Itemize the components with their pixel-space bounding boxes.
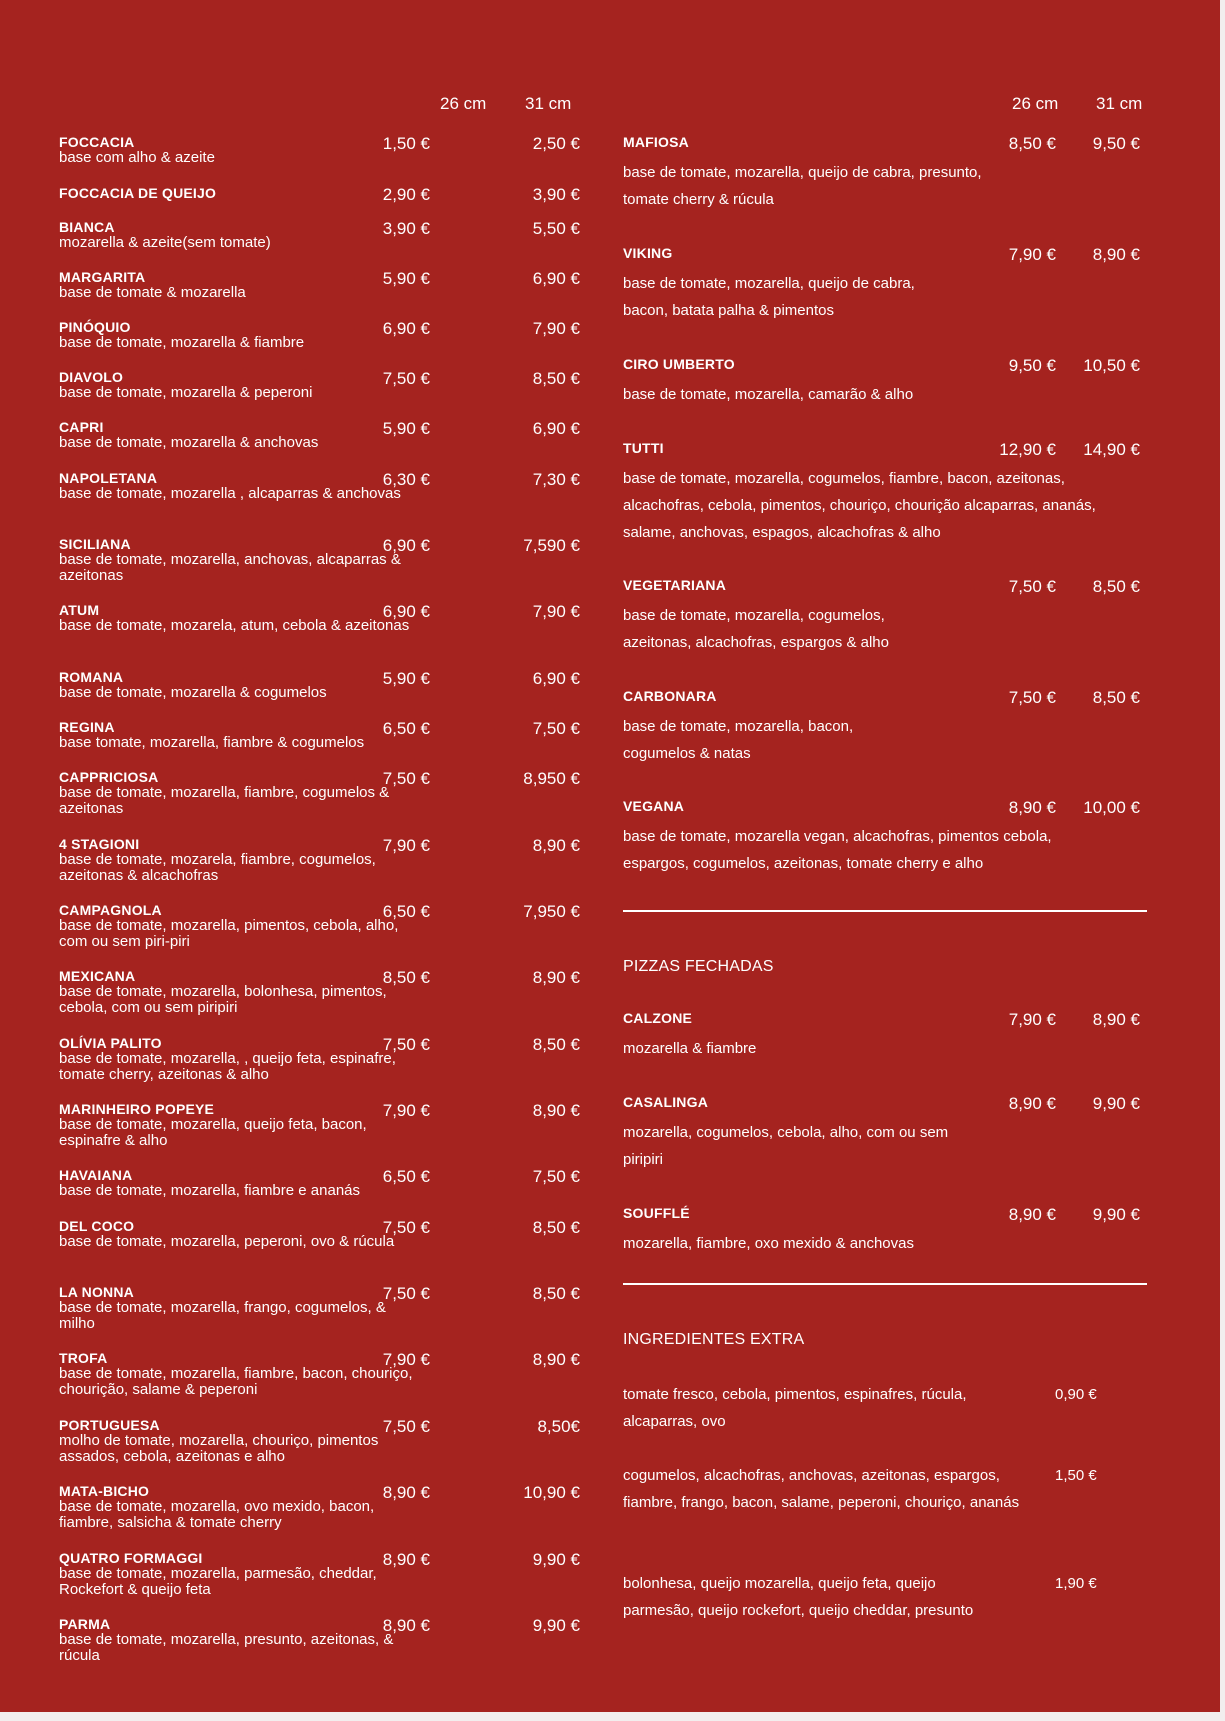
menu-item bbox=[59, 369, 580, 417]
menu-item bbox=[59, 185, 580, 217]
menu-item bbox=[59, 134, 580, 183]
price-31cm: 6,90 € bbox=[532, 669, 580, 688]
item-name: CARBONARA bbox=[623, 688, 717, 704]
menu-item bbox=[59, 1284, 580, 1348]
item-description: base de tomate, mozarella, parmesão, cheddar, Rockefort & queijo feta bbox=[59, 1565, 377, 1598]
price-31cm: 9,90 € bbox=[1092, 1094, 1140, 1113]
item-description: base de tomate, mozarella, bacon, cogumelos & natas bbox=[623, 718, 854, 762]
price-31cm: 7,50 € bbox=[532, 1167, 580, 1186]
price-31cm: 8,90 € bbox=[532, 968, 580, 987]
item-description: base tomate, mozarella, fiambre & cogumelos bbox=[59, 734, 365, 751]
price-31cm: 9,90 € bbox=[1092, 1205, 1140, 1224]
menu-item bbox=[59, 769, 580, 834]
menu-item bbox=[59, 602, 580, 667]
item-name: VEGANA bbox=[623, 798, 685, 814]
item-description: base de tomate, mozarella, pimentos, cebola, alho, com ou sem piri-piri bbox=[59, 917, 399, 950]
price-26cm: 9,50 € bbox=[1008, 356, 1056, 375]
item-name: CAPRI bbox=[59, 419, 104, 435]
item-name: FOCCACIA bbox=[59, 134, 135, 150]
item-name: TROFA bbox=[59, 1350, 108, 1366]
menu-item bbox=[623, 688, 1148, 795]
item-description: base de tomate, mozarella, queijo feta, bacon, espinafre & alho bbox=[59, 1116, 367, 1149]
price-31cm: 8,50 € bbox=[532, 1035, 580, 1054]
item-name: VIKING bbox=[623, 245, 673, 261]
item-description: base de tomate, mozarella, frango, cogumelos, & milho bbox=[59, 1299, 386, 1332]
price-26cm: 8,50 € bbox=[382, 968, 430, 987]
menu-item bbox=[623, 134, 1148, 242]
size-small-label: 26 cm bbox=[440, 94, 487, 113]
price-31cm: 8,50 € bbox=[1092, 577, 1140, 596]
item-name: PORTUGUESA bbox=[59, 1417, 160, 1433]
extra-group bbox=[623, 1381, 1148, 1462]
extra-price: 0,90 € bbox=[1055, 1386, 1097, 1403]
item-name: CALZONE bbox=[623, 1010, 693, 1026]
price-26cm: 7,90 € bbox=[382, 836, 430, 855]
item-name: HAVAIANA bbox=[59, 1167, 133, 1183]
item-description: base de tomate, mozarella, fiambre, cogumelos & azeitonas bbox=[59, 784, 390, 817]
menu-item bbox=[59, 470, 580, 534]
menu-item bbox=[59, 269, 580, 317]
item-description: base de tomate, mozarella, queijo de cabra, presunto, tomate cherry & rúcula bbox=[623, 164, 982, 208]
price-26cm: 8,90 € bbox=[382, 1483, 430, 1502]
price-26cm: 6,50 € bbox=[382, 1167, 430, 1186]
price-26cm: 8,90 € bbox=[1008, 1205, 1056, 1224]
price-26cm: 3,90 € bbox=[382, 219, 430, 238]
size-small-label: 26 cm bbox=[1012, 94, 1059, 113]
menu-item bbox=[59, 836, 580, 900]
item-name: DEL COCO bbox=[59, 1218, 135, 1234]
price-26cm: 7,50 € bbox=[1008, 688, 1056, 707]
item-description: base de tomate, mozarella, ovo mexido, bacon, fiambre, salsicha & tomate cherry bbox=[59, 1498, 375, 1531]
price-31cm: 9,90 € bbox=[532, 1616, 580, 1635]
item-name: TUTTI bbox=[623, 440, 664, 456]
price-31cm: 8,90 € bbox=[1092, 245, 1140, 264]
menu-item bbox=[59, 719, 580, 767]
item-description: mozarella, cogumelos, cebola, alho, com ou sem piripiri bbox=[623, 1124, 949, 1168]
menu-item bbox=[59, 968, 580, 1033]
item-name: SICILIANA bbox=[59, 536, 131, 552]
menu-item bbox=[59, 319, 580, 367]
price-31cm: 8,50 € bbox=[532, 1218, 580, 1237]
price-26cm: 6,30 € bbox=[382, 470, 430, 489]
size-header bbox=[623, 94, 1148, 118]
price-31cm: 10,00 € bbox=[1083, 798, 1140, 817]
item-name: OLÍVIA PALITO bbox=[59, 1035, 162, 1051]
price-31cm: 8,90 € bbox=[532, 1101, 580, 1120]
price-26cm: 7,90 € bbox=[1008, 1010, 1056, 1029]
item-description: molho de tomate, mozarella, chouriço, pimentos assados, cebola, azeitonas e alho bbox=[59, 1432, 379, 1465]
price-31cm: 8,50 € bbox=[1092, 688, 1140, 707]
item-description: mozarella & fiambre bbox=[623, 1040, 757, 1057]
menu-item bbox=[59, 669, 580, 717]
item-description: base de tomate, mozarella , alcaparras & anchovas bbox=[59, 485, 401, 502]
price-26cm: 7,90 € bbox=[382, 1101, 430, 1120]
price-31cm: 8,90 € bbox=[1092, 1010, 1140, 1029]
item-description: base de tomate, mozarella, presunto, azeitonas, & rúcula bbox=[59, 1631, 394, 1664]
price-31cm: 8,90 € bbox=[532, 1350, 580, 1369]
price-31cm: 7,950 € bbox=[523, 902, 580, 921]
item-description: base de tomate, mozarella & peperoni bbox=[59, 384, 313, 401]
price-26cm: 12,90 € bbox=[999, 440, 1056, 459]
price-31cm: 8,50€ bbox=[537, 1417, 580, 1436]
item-name: NAPOLETANA bbox=[59, 470, 158, 486]
price-26cm: 8,50 € bbox=[1008, 134, 1056, 153]
price-31cm: 7,590 € bbox=[523, 536, 580, 555]
menu-item bbox=[59, 1483, 580, 1548]
menu-item bbox=[59, 1417, 580, 1481]
menu-item bbox=[59, 902, 580, 966]
menu-item bbox=[59, 1167, 580, 1216]
price-31cm: 5,50 € bbox=[532, 219, 580, 238]
menu-item bbox=[59, 1101, 580, 1165]
price-26cm: 7,50 € bbox=[382, 1417, 430, 1436]
item-name: CIRO UMBERTO bbox=[623, 356, 735, 372]
extras-title: INGREDIENTES EXTRA bbox=[623, 1331, 805, 1348]
item-description: base de tomate, mozarela, atum, cebola & azeitonas bbox=[59, 617, 410, 634]
item-name: BIANCA bbox=[59, 219, 115, 235]
price-26cm: 6,90 € bbox=[382, 319, 430, 338]
menu-item bbox=[59, 1616, 580, 1676]
item-name: MARINHEIRO POPEYE bbox=[59, 1101, 215, 1117]
item-description: base de tomate, mozarella, fiambre, bacon, chouriço, chourição, salame & peperoni bbox=[59, 1365, 413, 1398]
section-divider bbox=[623, 1283, 1147, 1285]
menu-item bbox=[623, 356, 1148, 437]
item-name: ROMANA bbox=[59, 669, 124, 685]
price-31cm: 9,90 € bbox=[532, 1550, 580, 1569]
item-name: MATA-BICHO bbox=[59, 1483, 150, 1499]
size-large-label: 31 cm bbox=[1096, 94, 1143, 113]
price-31cm: 7,90 € bbox=[532, 602, 580, 621]
extra-ingredients: tomate fresco, cebola, pimentos, espinafres, rúcula, alcaparras, ovo bbox=[623, 1386, 967, 1430]
item-name: MEXICANA bbox=[59, 968, 136, 984]
extra-group bbox=[623, 1462, 1148, 1570]
price-31cm: 6,90 € bbox=[532, 269, 580, 288]
item-description: mozarella & azeite(sem tomate) bbox=[59, 234, 271, 251]
menu-item bbox=[623, 1205, 1148, 1283]
menu-item bbox=[59, 1218, 580, 1282]
price-31cm: 8,50 € bbox=[532, 1284, 580, 1303]
item-name: ATUM bbox=[59, 602, 100, 618]
price-31cm: 3,90 € bbox=[532, 185, 580, 204]
price-31cm: 9,50 € bbox=[1092, 134, 1140, 153]
price-26cm: 6,90 € bbox=[382, 536, 430, 555]
extra-ingredients: bolonhesa, queijo mozarella, queijo feta, queijo parmesão, queijo rockefort, queijo cheddar, presunto bbox=[623, 1575, 974, 1619]
price-26cm: 8,90 € bbox=[382, 1550, 430, 1569]
price-26cm: 6,50 € bbox=[382, 719, 430, 738]
price-26cm: 7,50 € bbox=[382, 369, 430, 388]
item-description: base com alho & azeite bbox=[59, 149, 215, 166]
price-26cm: 8,90 € bbox=[1008, 1094, 1056, 1113]
extra-ingredients: cogumelos, alcachofras, anchovas, azeitonas, espargos, fiambre, frango, bacon, salame, peperoni, chouriço, ananás bbox=[623, 1467, 1020, 1511]
price-26cm: 7,50 € bbox=[382, 769, 430, 788]
closed-pizzas-title: PIZZAS FECHADAS bbox=[623, 958, 774, 975]
price-26cm: 5,90 € bbox=[382, 669, 430, 688]
size-large-label: 31 cm bbox=[525, 94, 572, 113]
item-description: base de tomate, mozarella, anchovas, alcaparras & azeitonas bbox=[59, 551, 401, 584]
item-name: REGINA bbox=[59, 719, 115, 735]
item-name: LA NONNA bbox=[59, 1284, 134, 1300]
menu-item bbox=[59, 219, 580, 267]
price-31cm: 14,90 € bbox=[1083, 440, 1140, 459]
left-column bbox=[59, 94, 580, 1676]
price-26cm: 6,50 € bbox=[382, 902, 430, 921]
price-31cm: 6,90 € bbox=[532, 419, 580, 438]
price-31cm: 10,50 € bbox=[1083, 356, 1140, 375]
item-name: CASALINGA bbox=[623, 1094, 709, 1110]
extra-price: 1,50 € bbox=[1055, 1467, 1097, 1484]
menu-item bbox=[59, 1035, 580, 1099]
item-name: PARMA bbox=[59, 1616, 111, 1632]
menu-item bbox=[623, 798, 1148, 910]
price-26cm: 7,50 € bbox=[382, 1035, 430, 1054]
price-26cm: 1,50 € bbox=[382, 134, 430, 153]
item-description: mozarella, fiambre, oxo mexido & anchovas bbox=[623, 1235, 914, 1252]
price-26cm: 5,90 € bbox=[382, 419, 430, 438]
menu-item bbox=[59, 419, 580, 468]
right-column bbox=[623, 94, 1148, 1630]
item-name: DIAVOLO bbox=[59, 369, 124, 385]
extra-price: 1,90 € bbox=[1055, 1575, 1097, 1592]
menu-item bbox=[59, 1350, 580, 1415]
item-name: MARGARITA bbox=[59, 269, 146, 285]
price-31cm: 7,90 € bbox=[532, 319, 580, 338]
menu-item bbox=[623, 577, 1148, 685]
menu-item bbox=[623, 1010, 1148, 1091]
price-26cm: 8,90 € bbox=[382, 1616, 430, 1635]
price-31cm: 8,90 € bbox=[532, 836, 580, 855]
item-name: VEGETARIANA bbox=[623, 577, 727, 593]
price-31cm: 7,30 € bbox=[532, 470, 580, 489]
price-26cm: 6,90 € bbox=[382, 602, 430, 621]
size-header bbox=[59, 94, 580, 118]
item-name: CAPPRICIOSA bbox=[59, 769, 159, 785]
item-name: QUATRO FORMAGGI bbox=[59, 1550, 203, 1566]
section-divider bbox=[623, 910, 1147, 912]
price-31cm: 8,50 € bbox=[532, 369, 580, 388]
menu-item bbox=[623, 245, 1148, 353]
item-description: base de tomate & mozarella bbox=[59, 284, 246, 301]
menu-item bbox=[623, 1094, 1148, 1202]
price-26cm: 7,50 € bbox=[1008, 577, 1056, 596]
item-description: base de tomate, mozarella vegan, alcachofras, pimentos cebola, espargos, cogumelos, azeitonas, tomate cherry e alho bbox=[623, 828, 1052, 872]
menu-item bbox=[623, 440, 1148, 574]
item-name: FOCCACIA DE QUEIJO bbox=[59, 185, 217, 201]
price-26cm: 7,50 € bbox=[382, 1284, 430, 1303]
item-description: base de tomate, mozarella & fiambre bbox=[59, 334, 305, 351]
item-description: base de tomate, mozarella & cogumelos bbox=[59, 684, 327, 701]
price-26cm: 7,90 € bbox=[382, 1350, 430, 1369]
item-description: base de tomate, mozarella, camarão & alho bbox=[623, 386, 914, 403]
price-31cm: 8,950 € bbox=[523, 769, 580, 788]
item-description: base de tomate, mozarella, fiambre e ananás bbox=[59, 1182, 361, 1199]
item-description: base de tomate, mozarella, cogumelos, fiambre, bacon, azeitonas, alcachofras, cebola, pimentos, chouriço, chourição alcaparras, ananás, salame, anchovas, espagos, alcachofras & alho bbox=[623, 470, 1096, 541]
item-name: 4 STAGIONI bbox=[59, 836, 140, 852]
price-31cm: 10,90 € bbox=[523, 1483, 580, 1502]
extra-group bbox=[623, 1570, 1148, 1630]
item-name: MAFIOSA bbox=[623, 134, 689, 150]
item-description: base de tomate, mozarela, fiambre, cogumelos, azeitonas & alcachofras bbox=[59, 851, 376, 884]
price-26cm: 7,90 € bbox=[1008, 245, 1056, 264]
item-description: base de tomate, mozarella, bolonhesa, pimentos, cebola, com ou sem piripiri bbox=[59, 983, 387, 1016]
item-description: base de tomate, mozarella & anchovas bbox=[59, 434, 319, 451]
price-26cm: 8,90 € bbox=[1008, 798, 1056, 817]
item-description: base de tomate, mozarella, , queijo feta, espinafre, tomate cherry, azeitonas & alho bbox=[59, 1050, 396, 1083]
menu-item bbox=[59, 1550, 580, 1614]
item-name: SOUFFLÉ bbox=[623, 1205, 690, 1221]
item-name: CAMPAGNOLA bbox=[59, 902, 162, 918]
price-26cm: 2,90 € bbox=[382, 185, 430, 204]
item-description: base de tomate, mozarella, cogumelos, azeitonas, alcachofras, espargos & alho bbox=[623, 607, 889, 651]
item-name: PINÓQUIO bbox=[59, 319, 131, 335]
item-description: base de tomate, mozarella, queijo de cabra, bacon, batata palha & pimentos bbox=[623, 275, 915, 319]
item-description: base de tomate, mozarella, peperoni, ovo & rúcula bbox=[59, 1233, 395, 1250]
price-26cm: 5,90 € bbox=[382, 269, 430, 288]
menu-item bbox=[59, 536, 580, 600]
price-31cm: 2,50 € bbox=[532, 134, 580, 153]
price-26cm: 7,50 € bbox=[382, 1218, 430, 1237]
price-31cm: 7,50 € bbox=[532, 719, 580, 738]
